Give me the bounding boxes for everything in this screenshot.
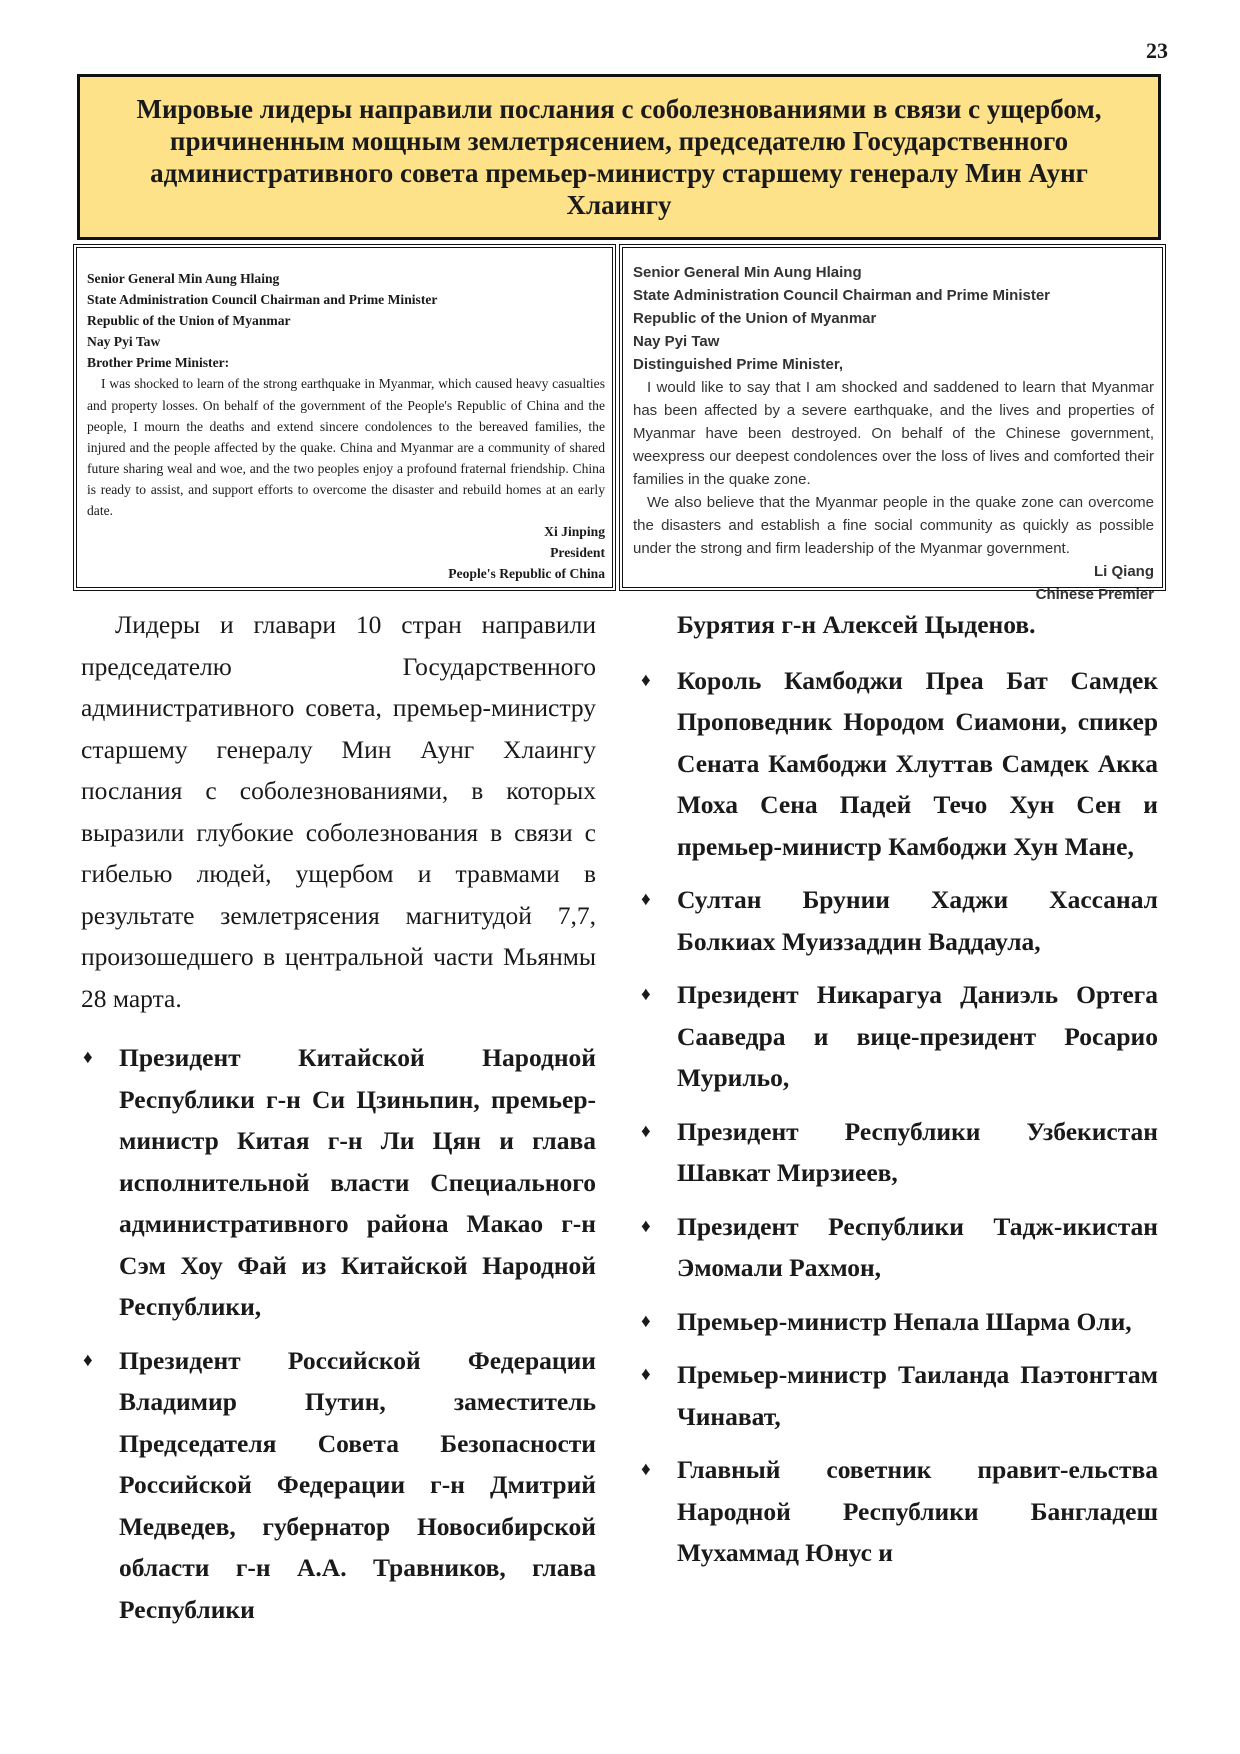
- letter-li-addressee-line: Republic of the Union of Myanmar: [633, 310, 877, 327]
- list-item-text: Премьер-министр Непала Шарма Оли,: [677, 1306, 1132, 1336]
- letter-xi-body: I was shocked to learn of the strong earthquake in Myanmar, which caused heavy casualties and property losses. On behalf of the government of the People's Republic of China and the people, I mourn the deaths and extend sincere condolences to the bereaved families, the injured and the people affected by the quake. China and Myanmar are a community of shared future sharing weal and woe, and the two peoples enjoy a profound fraternal friendship. China is ready to assist, and support efforts to overcome the disaster and rebuild homes at an early date.: [87, 376, 605, 519]
- letter-xi-addressee-line: Nay Pyi Taw: [87, 334, 161, 350]
- right-bullet-list: [639, 660, 1158, 1574]
- diamond-bullet-icon: ♦: [641, 1215, 651, 1237]
- list-item-text: Султан Брунии Хаджи Хассанал Болкиах Муиззаддин Ваддаула,: [677, 885, 1158, 956]
- diamond-bullet-icon: ♦: [83, 1349, 93, 1371]
- page-number: 23: [1146, 38, 1168, 63]
- list-item-text: Главный советник правит-ельства Народной Республики Бангладеш Мухаммад Юнус и: [677, 1455, 1158, 1567]
- letter-xi-salutation: Brother Prime Minister:: [87, 355, 230, 371]
- letter-li-addressee-line: Senior General Min Aung Hlaing: [633, 264, 862, 281]
- left-column: [81, 604, 596, 1642]
- letter-xi-jinping: [73, 244, 616, 591]
- letter-xi-signature-country: People's Republic of China: [448, 566, 605, 582]
- list-item-text: Премьер-министр Таиланда Паэтонгтам Чинават,: [677, 1360, 1158, 1431]
- letter-xi-addressee-line: State Administration Council Chairman and Prime Minister: [87, 292, 438, 308]
- list-item: [639, 660, 1158, 868]
- letter-li-addressee-line: State Administration Council Chairman and Prime Minister: [633, 287, 1051, 304]
- list-item-text: Президент Республики Тадж-икистан Эмомали Рахмон,: [677, 1211, 1158, 1282]
- list-item: [639, 1449, 1158, 1574]
- letter-li-salutation: Distinguished Prime Minister,: [633, 356, 844, 373]
- headline: Мировые лидеры направили послания с соболезнованиями в связи с ущербом, причиненным мощным землетрясением, председателю Государственного административного совета премьер-министру старшему генералу Мин Аунг Хлаингу: [136, 94, 1102, 220]
- letter-li-signature-title: Chinese Premier: [1035, 586, 1154, 603]
- list-item: [81, 1037, 596, 1328]
- list-item: [639, 1354, 1158, 1437]
- letter-images-row: [73, 244, 1166, 603]
- list-item-text: Президент Российской Федерации Владимир Путин, заместитель Председателя Совета Безопасности Российской Федерации г-н Дмитрий Медведев, губернатор Новосибирской области г-н А.А. Травников, глава Республики: [119, 1345, 596, 1624]
- diamond-bullet-icon: ♦: [641, 1120, 651, 1142]
- list-item-text: Президент Китайской Народной Республики г-н Си Цзиньпин, премьер-министр Китая г-н Ли Цян и глава исполнительной власти Специального административного района Макао г-н Сэм Хоу Фай из Китайской Народной Республики,: [119, 1043, 596, 1321]
- list-item: [639, 1206, 1158, 1289]
- letter-xi-addressee-line: Republic of the Union of Myanmar: [87, 313, 291, 329]
- list-item: [639, 1301, 1158, 1343]
- diamond-bullet-icon: ♦: [641, 669, 651, 691]
- continued-list-item-text: Бурятия г-н Алексей Цыденов.: [677, 610, 1036, 639]
- intro-paragraph: Лидеры и главари 10 стран направили председателю Государственного административного совета, премьер-министру старшему генералу Мин Аунг Хлаингу послания с соболезнованиями, в которых выразили глубокие соболезнования в связи с гибелью людей, ущербом и травмами в результате землетрясения магнитудой 7,7, произошедшего в центральной части Мьянмы 28 марта.: [81, 610, 596, 1013]
- letter-xi-signature-name: Xi Jinping: [544, 524, 605, 540]
- letter-li-addressee-line: Nay Pyi Taw: [633, 333, 720, 350]
- right-column: [639, 604, 1158, 1586]
- diamond-bullet-icon: ♦: [641, 889, 651, 910]
- letter-xi-addressee-line: Senior General Min Aung Hlaing: [87, 271, 280, 286]
- diamond-bullet-icon: ♦: [641, 984, 651, 1005]
- list-item: [639, 1111, 1158, 1194]
- letter-li-body-paragraph: We also believe that the Myanmar people in the quake zone can overcome the disasters and establish a fine social community as quickly as possible under the strong and firm leadership of the Myanmar government.: [633, 494, 1154, 557]
- list-item-text: Президент Никарагуа Даниэль Ортега Сааведра и вице-президент Росарио Мурильо,: [677, 980, 1158, 1092]
- list-item: [639, 879, 1158, 962]
- headline-box: [77, 74, 1161, 240]
- letter-xi-signature-title: President: [550, 545, 605, 561]
- diamond-bullet-icon: ♦: [641, 1459, 651, 1480]
- letter-li-body-paragraph: I would like to say that I am shocked and saddened to learn that Myanmar has been affected by a severe earthquake, and the lives and properties of Myanmar have been destroyed. On behalf of the Chinese government, weexpress our deepest condolences over the loss of lives and comforted their families in the quake zone.: [633, 379, 1154, 488]
- diamond-bullet-icon: ♦: [641, 1364, 651, 1385]
- letter-li-signature-name: Li Qiang: [1094, 563, 1154, 580]
- left-bullet-list: [81, 1037, 596, 1630]
- list-item: [639, 974, 1158, 1099]
- diamond-bullet-icon: ♦: [641, 1310, 651, 1332]
- list-item: [81, 1340, 596, 1631]
- list-item-text: Президент Республики Узбекистан Шавкат Мирзиеев,: [677, 1116, 1158, 1187]
- diamond-bullet-icon: ♦: [83, 1047, 93, 1068]
- letter-li-qiang: [619, 244, 1166, 603]
- list-item-text: Король Камбоджи Преа Бат Самдек Проповедник Нородом Сиамони, спикер Сената Камбоджи Хлуттав Самдек Акка Моха Сена Падей Течо Хун Сен и премьер-министр Камбоджи Хун Мане,: [677, 665, 1158, 861]
